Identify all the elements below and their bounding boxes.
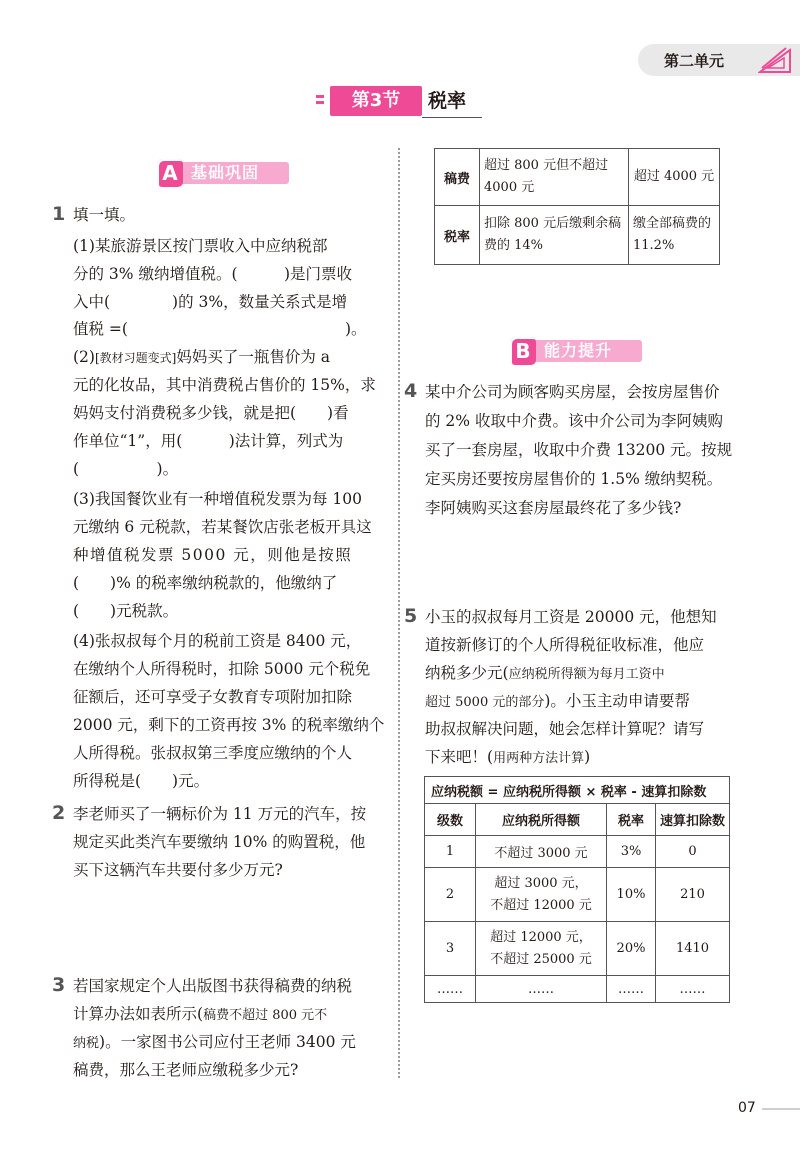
q1-line: 作单位“1”，用( )法计算，列式为 — [73, 432, 344, 450]
table-cell: 2 — [425, 868, 476, 922]
table-cell: 3 — [425, 922, 476, 976]
q3-text: 计算办法如表所示( — [73, 1005, 204, 1023]
question-number-3: 3 — [52, 974, 66, 996]
table-cell: 210 — [656, 868, 730, 922]
q2-line: 规定买此类汽车要缴纳 10% 的购置税，他 — [73, 833, 366, 851]
q1-line: 值税 =( )。 — [73, 320, 367, 338]
q5-note: 应纳税所得额为每月工资中 — [508, 667, 665, 682]
column-header: 税率 — [607, 804, 656, 836]
row-header: 税率 — [435, 206, 480, 265]
q3-line: 稿费，那么王老师应缴税多少元? — [73, 1061, 299, 1079]
table-cell: …… — [476, 976, 607, 1003]
table-cell: 超过 3000 元，不超过 12000 元 — [476, 868, 607, 922]
table-cell: …… — [607, 976, 656, 1003]
question-number-2: 2 — [52, 802, 66, 824]
table-row — [425, 976, 730, 1003]
table-row — [425, 868, 730, 922]
q3-line-2 — [73, 1004, 327, 1026]
q1-line: 分的 3% 缴纳增值税。( )是门票收 — [73, 265, 353, 283]
q5-line: 道按新修订的个人所得税征收标准，他应 — [425, 636, 705, 654]
q4-line: 买了一套房屋，收取中介费 13200 元。按规 — [425, 441, 733, 459]
page-number: 07 — [738, 1100, 756, 1116]
column-divider — [398, 148, 400, 1078]
question-number-4: 4 — [404, 380, 418, 402]
unit-tab — [638, 44, 800, 76]
q1-line: ( )% 的税率缴纳税款的，他缴纳了 — [73, 574, 338, 592]
tax-formula: 应纳税额 = 应纳税所得额 × 税率 - 速算扣除数 — [425, 777, 730, 804]
q1-line: 2000 元，剩下的工资再按 3% 的税率缴纳个 — [73, 716, 385, 734]
column-header: 速算扣除数 — [656, 804, 730, 836]
q1-line: 所得税是( )元。 — [73, 772, 210, 790]
badge-letter-a: A — [157, 159, 183, 187]
table-cell: …… — [656, 976, 730, 1003]
table-cell: 扣除 800 元后缴剩余稿费的 14% — [480, 206, 629, 265]
q5-text: 下来吧！( — [425, 748, 494, 766]
table-cell: 不超过 3000 元 — [476, 836, 607, 868]
section-underline — [422, 117, 482, 118]
section-title: 税率 — [428, 90, 467, 112]
income-tax-table — [424, 776, 730, 1003]
q3-line-3 — [73, 1032, 356, 1054]
q2-line: 买下这辆汽车共要付多少万元? — [73, 861, 283, 879]
row-header: 稿费 — [435, 149, 480, 206]
q1-part2-text: 妈妈买了一瓶售价为 a — [176, 348, 331, 366]
table-cell: 超过 4000 元 — [629, 149, 720, 206]
q3-note: 纳税 — [73, 1036, 100, 1051]
badge-basic — [157, 159, 297, 187]
q1-line: 元缴纳 6 元税款，若某餐饮店张老板开具这 — [73, 518, 372, 536]
q5-text: 纳税多少元( — [425, 664, 509, 682]
page-number-line — [762, 1108, 800, 1110]
table-cell: …… — [425, 976, 476, 1003]
section-number: 第3节 — [330, 86, 422, 116]
q1-part2-label: (2) — [73, 348, 95, 366]
q1-line: ( )。 — [73, 460, 179, 478]
q1-line: ( )元税款。 — [73, 602, 179, 620]
table-cell: 20% — [607, 922, 656, 976]
q1-line: 人所得税。张叔叔第三季度应缴纳的个人 — [73, 744, 353, 762]
table-row — [425, 922, 730, 976]
q5-line: 小玉的叔叔每月工资是 20000 元，他想知 — [425, 608, 717, 626]
q1-line: 填一填。 — [73, 206, 136, 224]
badge-letter-b: B — [510, 337, 536, 365]
q1-line: (4)张叔叔每个月的税前工资是 8400 元， — [73, 632, 362, 650]
q1-line: 元的化妆品，其中消费税占售价的 15%，求 — [73, 376, 376, 394]
q1-line: 妈妈支付消费税多少钱，就是把( )看 — [73, 404, 349, 422]
q1-line: (1)某旅游景区按门票收入中应纳税部 — [73, 237, 328, 255]
table-cell: 0 — [656, 836, 730, 868]
q5-note: 超过 5000 元的部分 — [425, 695, 545, 710]
textbook-variant-tag: [教材习题变式] — [94, 351, 177, 365]
q5-note: 用两种方法计算 — [493, 751, 585, 766]
table-cell: 缴全部稿费的 11.2% — [629, 206, 720, 265]
question-number-1: 1 — [52, 203, 66, 225]
table-cell: 超过 800 元但不超过 4000 元 — [480, 149, 629, 206]
table-cell: 3% — [607, 836, 656, 868]
q1-line: (3)我国餐饮业有一种增值税发票为每 100 — [73, 490, 362, 508]
table-cell: 超过 12000 元，不超过 25000 元 — [476, 922, 607, 976]
table-cell: 1410 — [656, 922, 730, 976]
badge-advanced — [510, 337, 650, 365]
badge-text-a: 基础巩固 — [191, 163, 260, 182]
table-row — [425, 836, 730, 868]
question-number-5: 5 — [404, 605, 418, 627]
q1-line: 在缴纳个人所得税时，扣除 5000 元个税免 — [73, 660, 371, 678]
q3-text: )。一家图书公司应付王老师 3400 元 — [99, 1033, 356, 1051]
table-cell: 1 — [425, 836, 476, 868]
q2-line: 李老师买了一辆标价为 11 万元的汽车，按 — [73, 805, 367, 823]
q4-line: 某中介公司为顾客购买房屋，会按房屋售价 — [425, 383, 720, 401]
q1-line: 入中( )的 3%，数量关系式是增 — [73, 293, 348, 311]
table-header-row — [425, 804, 730, 836]
q5-line-4 — [425, 691, 690, 713]
section-header — [316, 86, 476, 120]
section-deco — [316, 95, 326, 107]
badge-text-b: 能力提升 — [544, 341, 613, 360]
table-row — [435, 149, 720, 206]
column-header: 级数 — [425, 804, 476, 836]
royalty-tax-table — [434, 148, 720, 265]
table-row — [435, 206, 720, 265]
q1-line-2 — [73, 347, 330, 368]
q5-line-6 — [425, 747, 590, 769]
unit-label: 第二单元 — [664, 52, 725, 70]
table-formula-row — [425, 777, 730, 804]
q5-line: 助叔叔解决问题，她会怎样计算呢？请写 — [425, 720, 705, 738]
q4-line: 定买房还要按房屋售价的 1.5% 缴纳契税。 — [425, 470, 723, 488]
column-header: 应纳税所得额 — [476, 804, 607, 836]
q3-line: 若国家规定个人出版图书获得稿费的纳税 — [73, 977, 353, 995]
q4-line: 的 2% 收取中介费。该中介公司为李阿姨购 — [425, 412, 723, 430]
q5-line-3 — [425, 663, 665, 685]
ruler-triangle-icon — [758, 46, 792, 74]
q5-text: )。小玉主动申请要帮 — [544, 692, 690, 710]
q4-line: 李阿姨购买这套房屋最终花了多少钱? — [425, 499, 682, 517]
table-cell: 10% — [607, 868, 656, 922]
q1-line: 征额后，还可享受子女教育专项附加扣除 — [73, 688, 353, 706]
q5-text: ) — [584, 748, 591, 766]
q1-line: 种增值税发票 5000 元，则他是按照 — [73, 546, 353, 564]
q3-note: 稿费不超过 800 元不 — [203, 1008, 328, 1023]
